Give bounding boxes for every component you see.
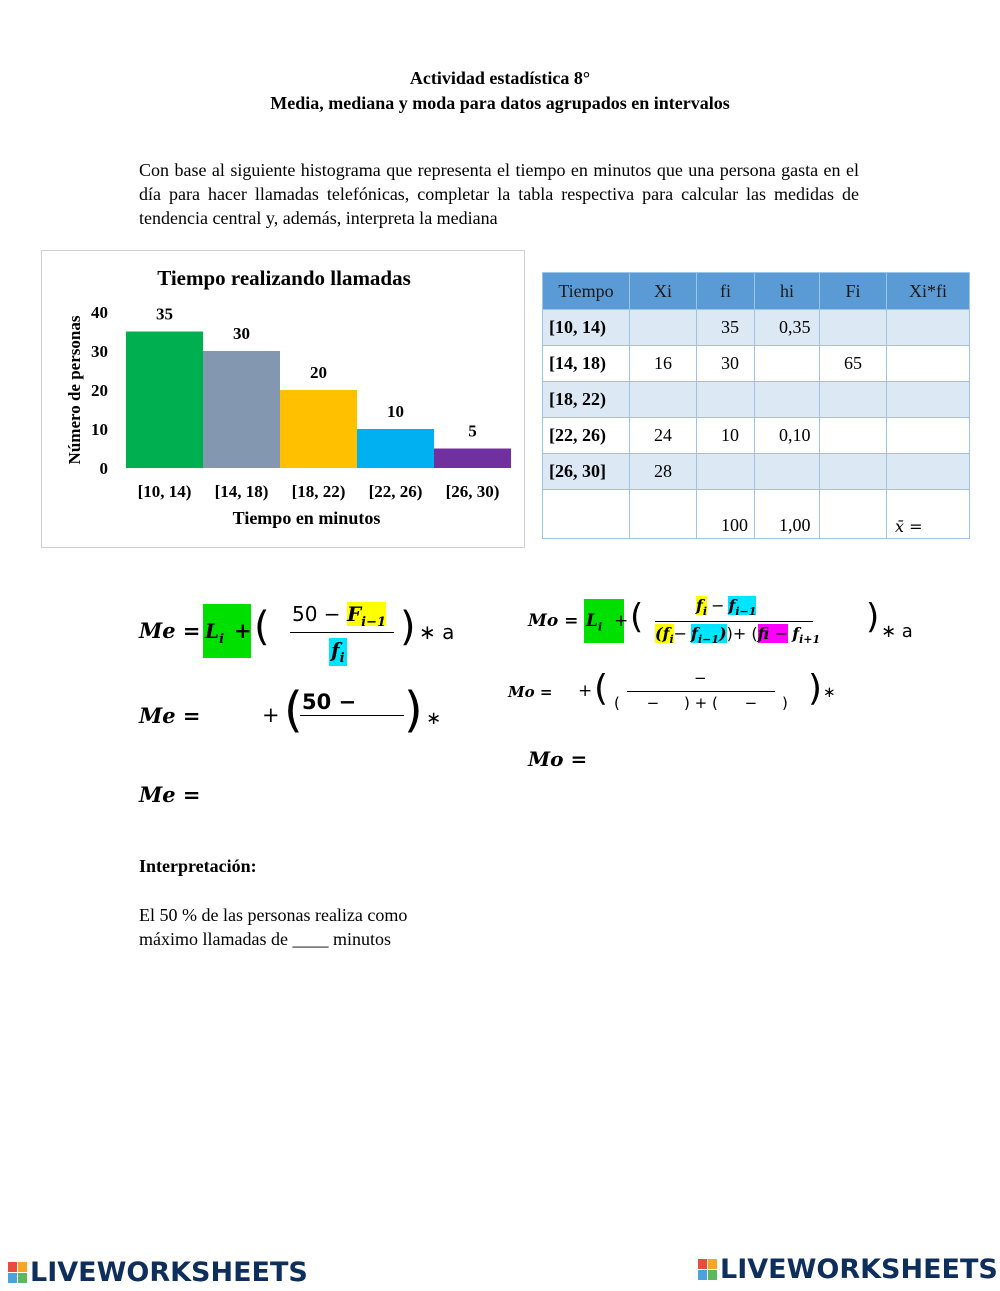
frequency-table: [542, 272, 970, 539]
cell-xifi-input[interactable]: [887, 310, 970, 346]
header-tiempo: Tiempo: [543, 273, 630, 310]
histogram-bar: [434, 449, 511, 469]
den2-e: ): [781, 694, 788, 712]
close-paren-2: ): [404, 682, 423, 738]
mode-num-fim1: [728, 596, 757, 619]
open-paren: (: [254, 604, 270, 650]
cell-fi: 30: [697, 346, 755, 382]
cell-total-blank: [630, 490, 697, 539]
den-fi-alt: fi: [757, 624, 770, 643]
plus-sign-2: +: [262, 703, 280, 727]
cell-interval: [22, 26): [543, 418, 630, 454]
mode-times-star-2: ∗: [823, 683, 836, 701]
table-totals-row: [543, 490, 970, 539]
mode-row2-numerator: −: [694, 669, 707, 687]
mode-den-fi-alt: [758, 624, 789, 643]
worksheet-subtitle: Media, mediana y moda para datos agrupados en intervalos: [270, 93, 730, 113]
x-tick-label: [18, 22): [291, 482, 346, 501]
den-fim1-symbol: f: [691, 624, 698, 643]
F-subscript: i−1: [361, 615, 387, 630]
header-xifi: Xi*fi: [887, 273, 970, 310]
liveworksheets-logo-left: [8, 1257, 308, 1288]
mode-den-fim1: $f_{i-1}$): [691, 624, 727, 647]
cell-Fi-input[interactable]: [820, 418, 887, 454]
mode-open-paren: (: [630, 597, 644, 637]
den2-a: (: [614, 694, 620, 712]
median-label-2: Me =: [139, 703, 201, 728]
cell-fi: 35: [697, 310, 755, 346]
histogram-bar: [126, 332, 203, 469]
cell-hi-input[interactable]: [755, 382, 820, 418]
mode-label-2: Mo =: [508, 683, 553, 701]
times-a: ∗ a: [419, 620, 455, 644]
bar-value-label: 20: [310, 363, 327, 382]
y-tick-label: 30: [91, 342, 108, 361]
mode-times-a: ∗ a: [881, 621, 913, 642]
mode-close-paren-2: ): [808, 668, 823, 709]
histogram-bar: [280, 390, 357, 468]
table-header-row: [543, 273, 970, 310]
bar-value-label: 30: [233, 324, 250, 343]
li-subscript: i: [597, 620, 603, 634]
cell-total-hi: 1,00: [755, 490, 820, 539]
li-symbol: L: [205, 619, 220, 643]
y-tick-label: 10: [91, 420, 108, 439]
cell-total-fi: 100: [697, 490, 755, 539]
cell-mean-input[interactable]: x̄ =: [887, 490, 970, 539]
bar-value-label: 10: [387, 402, 404, 421]
median-label: Me =: [139, 618, 201, 643]
den-open: (f: [655, 624, 670, 643]
x-axis-label: Tiempo en minutos: [232, 508, 381, 528]
cell-interval: [18, 22): [543, 382, 630, 418]
cell-xifi-input[interactable]: [887, 454, 970, 490]
mode-numerator: [696, 596, 756, 618]
mode-close-paren: ): [866, 597, 880, 637]
den-fim1-sub: i−1: [697, 633, 719, 647]
y-tick-label: 0: [99, 459, 108, 478]
table-row: [543, 454, 970, 490]
fi-sub: i: [702, 605, 708, 619]
table-row: [543, 310, 970, 346]
cell-Fi: 65: [820, 346, 887, 382]
table-row: [543, 418, 970, 454]
mode-denominator: [655, 624, 820, 646]
den-fip1-sub: i+1: [799, 633, 821, 647]
cell-Fi-input[interactable]: [820, 310, 887, 346]
den-close-plus: )+ (: [726, 624, 758, 643]
open-paren-2: (: [284, 682, 303, 738]
header-xi: Xi: [630, 273, 697, 310]
liveworksheets-logo-right: [698, 1254, 998, 1285]
median-label-3: Me =: [139, 782, 201, 807]
intro-paragraph: Con base al siguiente histograma que representa el tiempo en minutos que una persona gasta en el día para hacer llamadas telefónicas, completar la tabla respectiva para calcular las medidas de tendencia central y, además, interpreta la mediana: [139, 160, 859, 228]
chart-title: Tiempo realizando llamadas: [157, 266, 411, 290]
header-fi: fi: [697, 273, 755, 310]
mode-den-fip1: [792, 624, 821, 647]
mode-den-fi: [655, 624, 674, 647]
fi-symbol: f: [696, 596, 703, 615]
logo-text-left: LIVEWORKSHEETS: [30, 1257, 308, 1288]
den2-c: ) + (: [684, 694, 718, 712]
y-tick-label: 40: [91, 303, 108, 322]
bar-value-label: 35: [156, 304, 173, 324]
cell-Fi-input[interactable]: [820, 454, 887, 490]
cell-hi-input[interactable]: [755, 454, 820, 490]
bar-value-label: 5: [468, 421, 477, 441]
worksheet-title: Actividad estadística 8°: [409, 68, 591, 88]
median-numerator: [292, 602, 386, 630]
table-row: [543, 346, 970, 382]
f-symbol: f: [331, 638, 340, 662]
cell-xi: 28: [630, 454, 697, 490]
mode-fraction-line: [655, 621, 813, 622]
mode-plus-2: +: [578, 681, 593, 701]
cell-total-blank: [543, 490, 630, 539]
minus-sign: −: [711, 596, 725, 615]
cell-hi-input[interactable]: [755, 346, 820, 382]
histogram-bar: [203, 351, 280, 468]
interpretation-title: Interpretación:: [139, 856, 257, 876]
f-subscript: i: [339, 651, 345, 666]
x-tick-label: [22, 26): [368, 482, 423, 501]
logo-mark-icon: [698, 1259, 718, 1281]
cell-interval: [14, 18): [543, 346, 630, 382]
histogram-svg: [42, 251, 526, 549]
numerator-text: 50 −: [292, 602, 341, 626]
cell-fi-input[interactable]: [697, 454, 755, 490]
header-hi: hi: [755, 273, 820, 310]
F-symbol: F: [346, 602, 362, 626]
mode-open-paren-2: (: [594, 668, 609, 709]
fim1-symbol: f: [728, 596, 736, 615]
cell-xifi-input[interactable]: [887, 382, 970, 418]
cell-xifi-input[interactable]: [887, 418, 970, 454]
x-tick-label: [10, 14): [137, 482, 192, 501]
cell-hi: 0,35: [755, 310, 820, 346]
fim1-sub: i−1: [735, 605, 757, 619]
histogram-chart: [41, 250, 525, 548]
den2-d: −: [744, 694, 758, 712]
den-fi-sub: i: [669, 633, 674, 647]
y-axis-label: Número de personas: [65, 315, 84, 465]
cell-xifi-input[interactable]: [887, 346, 970, 382]
cell-interval: [26, 30]: [543, 454, 630, 490]
mode-plus: +: [614, 611, 629, 631]
den-minus: −: [673, 624, 688, 643]
logo-mark-icon: [8, 1262, 28, 1284]
cell-total-blank: [820, 490, 887, 539]
times-star-2: ∗: [426, 708, 442, 729]
logo-text-right: LIVEWORKSHEETS: [720, 1254, 998, 1285]
den2-b: −: [646, 694, 660, 712]
y-tick-label: 20: [91, 381, 108, 400]
cell-hi: 0,10: [755, 418, 820, 454]
mode-label-3: Mo =: [528, 747, 588, 771]
close-paren: ): [400, 604, 416, 650]
mode-row2-denominator: [614, 694, 788, 712]
median-row2-fraction-line: [300, 715, 404, 716]
mode-label: Mo =: [528, 611, 579, 631]
median-row2-numerator: 50 −: [302, 690, 357, 714]
cell-xi: 24: [630, 418, 697, 454]
mode-row2-fraction-line: [627, 691, 775, 692]
histogram-bar: [357, 429, 434, 468]
header-Fi: Fi: [820, 273, 887, 310]
interpretation-text: El 50 % de las personas realiza como máximo llamadas de ____ minutos: [139, 905, 408, 949]
li-symbol: L: [586, 611, 598, 631]
x-tick-label: [26, 30): [445, 482, 500, 501]
x-tick-label: [14, 18): [214, 482, 269, 501]
plus-sign: +: [234, 618, 252, 643]
cell-xi-input[interactable]: [630, 310, 697, 346]
den-minus-2: −: [774, 624, 789, 643]
li-subscript: i: [219, 632, 225, 647]
cell-xi-input[interactable]: [630, 382, 697, 418]
cell-Fi-input[interactable]: [820, 382, 887, 418]
cell-fi: 10: [697, 418, 755, 454]
F-i-minus-1: [346, 602, 387, 630]
cell-fi-input[interactable]: [697, 382, 755, 418]
cell-interval: [10, 14): [543, 310, 630, 346]
den-fip1-symbol: f: [792, 624, 800, 643]
median-fraction-line: [290, 632, 394, 633]
median-denominator: [329, 638, 347, 666]
table-row: [543, 382, 970, 418]
cell-xi: 16: [630, 346, 697, 382]
mode-num-fi: [696, 596, 708, 619]
